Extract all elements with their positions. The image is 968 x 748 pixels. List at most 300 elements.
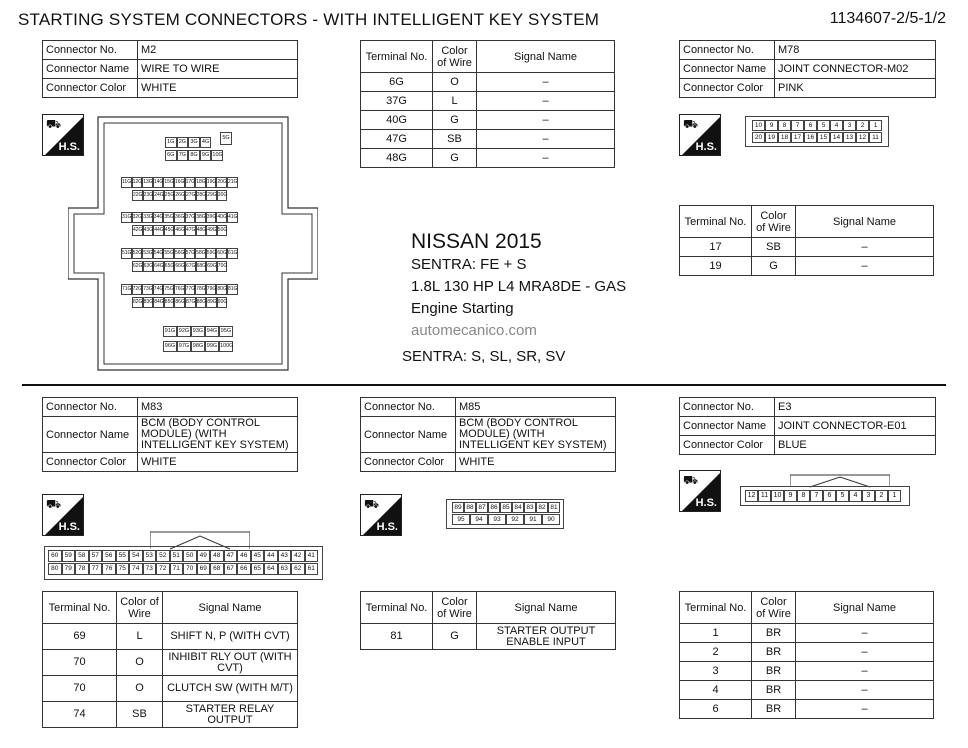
terminal-no: 6 <box>680 700 752 719</box>
signal-name: STARTER RELAY OUTPUT <box>163 702 298 728</box>
connector-pin: 1 <box>869 120 882 131</box>
connector-pin: 9 <box>784 490 797 502</box>
connector-pin: 69G <box>206 261 217 272</box>
document-id: 1134607-2/5-1/2 <box>829 10 946 27</box>
connector-pin: 65G <box>164 261 175 272</box>
connector-pin: 1 <box>888 490 901 502</box>
label: Connector Color <box>43 79 138 98</box>
connector-pin: 10 <box>752 120 765 131</box>
connector-pin: 79 <box>62 563 76 575</box>
connector-pin: 70 <box>183 563 197 575</box>
m85-signal-table <box>360 591 616 650</box>
m85-name: BCM (BODY CONTROL MODULE) (WITH INTELLIGENT KEY SYSTEM) <box>456 417 616 453</box>
table-row <box>43 702 298 728</box>
e3-signal-table <box>679 591 934 719</box>
connector-pin: 11 <box>869 132 882 143</box>
connector-pin: 34G <box>153 212 164 223</box>
m85-terminal-rows <box>361 624 616 650</box>
connector-pin: 32G <box>132 212 143 223</box>
connector-pin: 26G <box>174 190 185 201</box>
connector-pin: 58G <box>195 248 206 259</box>
connector-pin: 82 <box>536 502 548 513</box>
connector-pin: 75G <box>163 284 174 295</box>
connector-pin: 91G <box>163 326 177 337</box>
connector-pin: 4 <box>849 490 862 502</box>
label: Connector No. <box>361 398 456 417</box>
connector-pin: 99G <box>205 341 219 352</box>
connector-pin: 7 <box>810 490 823 502</box>
connector-pin: 7 <box>791 120 804 131</box>
connector-pin: 29G <box>206 190 217 201</box>
m85-no: M85 <box>456 398 616 417</box>
connector-pin: 46 <box>237 550 251 562</box>
connector-pin: 20 <box>752 132 765 143</box>
system-name: Engine Starting <box>411 300 514 317</box>
m83-info-table <box>42 397 298 472</box>
connector-pin: 66 <box>237 563 251 575</box>
connector-pin: 92 <box>506 514 524 525</box>
connector-pin: 49 <box>197 550 211 562</box>
connector-pin: 55G <box>163 248 174 259</box>
label: Connector Color <box>680 79 775 98</box>
connector-pin: 76 <box>102 563 116 575</box>
connector-pin: 64 <box>264 563 278 575</box>
header-color-of-wire: Color of Wire <box>433 592 477 624</box>
connector-pin: 33G <box>142 212 153 223</box>
connector-pin: 21G <box>227 177 238 188</box>
signal-name: – <box>477 92 615 111</box>
table-row <box>43 624 298 650</box>
connector-pin: 68 <box>210 563 224 575</box>
connector-pin: 15 <box>817 132 830 143</box>
label: Connector Color <box>43 453 138 472</box>
connector-pin: 49G <box>206 225 217 236</box>
connector-pin: 8 <box>797 490 810 502</box>
terminal-no: 74 <box>43 702 117 728</box>
connector-pin: 60G <box>216 248 227 259</box>
signal-name: – <box>796 662 934 681</box>
terminal-no: 81 <box>361 624 433 650</box>
m83-housing <box>44 546 323 580</box>
signal-name: – <box>796 624 934 643</box>
header-signal-name: Signal Name <box>796 206 934 238</box>
connector-pin: 2 <box>856 120 869 131</box>
signal-name: SHIFT N, P (WITH CVT) <box>163 624 298 650</box>
connector-pin: 40G <box>216 212 227 223</box>
connector-pin: 47 <box>224 550 238 562</box>
connector-pin: 56G <box>174 248 185 259</box>
connector-pin: 20G <box>216 177 227 188</box>
table-row <box>361 149 615 168</box>
m2-info-table <box>42 40 298 98</box>
header-color-of-wire: Color of Wire <box>752 592 796 624</box>
table-row <box>361 111 615 130</box>
table-row <box>680 662 934 681</box>
terminal-no: 47G <box>361 130 433 149</box>
signal-name: – <box>796 700 934 719</box>
connector-pin: 85 <box>500 502 512 513</box>
m2-signal-table <box>360 40 615 168</box>
wire-color: BR <box>752 681 796 700</box>
label: Connector Name <box>43 417 138 453</box>
connector-pin: 48G <box>196 225 207 236</box>
connector-pin: 53 <box>143 550 157 562</box>
section-divider <box>22 384 946 386</box>
m85-housing <box>446 499 564 529</box>
wire-color: BR <box>752 662 796 681</box>
connector-pin: 62 <box>291 563 305 575</box>
connector-pin: 90 <box>542 514 560 525</box>
connector-pin: 39G <box>206 212 217 223</box>
connector-pin: 14G <box>153 177 164 188</box>
connector-pin: 3G <box>188 137 200 148</box>
connector-pin: 54 <box>129 550 143 562</box>
source-watermark: automecanico.com <box>411 322 537 339</box>
connector-pin: 71 <box>170 563 184 575</box>
connector-pin: 9 <box>765 120 778 131</box>
m78-info-table <box>679 40 936 98</box>
connector-pin: 15G <box>163 177 174 188</box>
connector-pin: 97G <box>177 341 191 352</box>
connector-pin: 62G <box>132 261 143 272</box>
connector-pin: 54G <box>153 248 164 259</box>
connector-pin: 80G <box>216 284 227 295</box>
signal-name: STARTER OUTPUT ENABLE INPUT <box>477 624 616 650</box>
signal-name: – <box>477 73 615 92</box>
header-signal-name: Signal Name <box>477 41 615 73</box>
harness-side-icon: ⛟ H.S. <box>42 114 84 156</box>
connector-pin: 1G <box>165 137 177 148</box>
table-row <box>361 73 615 92</box>
m83-no: M83 <box>138 398 298 417</box>
connector-pin: 68G <box>196 261 207 272</box>
connector-pin: 73G <box>142 284 153 295</box>
table-row <box>680 624 934 643</box>
connector-pin: 58 <box>75 550 89 562</box>
connector-pin: 71G <box>121 284 132 295</box>
m78-name: JOINT CONNECTOR-M02 <box>775 60 936 79</box>
connector-pin: 3 <box>862 490 875 502</box>
connector-pin: 81G <box>227 284 238 295</box>
e3-name: JOINT CONNECTOR-E01 <box>775 417 936 436</box>
connector-pin: 12 <box>745 490 758 502</box>
connector-pin: 5 <box>836 490 849 502</box>
m78-housing <box>745 116 889 147</box>
connector-pin: 88G <box>196 297 207 308</box>
label: Connector No. <box>43 41 138 60</box>
m2-no: M2 <box>138 41 298 60</box>
connector-pin: 78 <box>75 563 89 575</box>
connector-pin: 47G <box>185 225 196 236</box>
table-row <box>43 676 298 702</box>
connector-pin: 87 <box>476 502 488 513</box>
label: Connector Color <box>361 453 456 472</box>
connector-pin: 42G <box>132 225 143 236</box>
connector-pin: 30G <box>217 190 228 201</box>
e3-color: BLUE <box>775 436 936 455</box>
connector-pin: 59 <box>62 550 76 562</box>
connector-pin: 61G <box>227 248 238 259</box>
connector-pin: 60 <box>48 550 62 562</box>
connector-pin: 85G <box>164 297 175 308</box>
connector-pin: 76G <box>174 284 185 295</box>
connector-pin: 74 <box>129 563 143 575</box>
connector-pin: 42 <box>291 550 305 562</box>
connector-pin: 2G <box>177 137 189 148</box>
signal-name: – <box>796 681 934 700</box>
connector-pin: 51G <box>121 248 132 259</box>
connector-pin: 41G <box>227 212 238 223</box>
m83-color: WHITE <box>138 453 298 472</box>
connector-pin: 16G <box>174 177 185 188</box>
m2-terminal-rows <box>361 73 615 168</box>
connector-pin: 82G <box>132 297 143 308</box>
connector-pin: 96G <box>163 341 177 352</box>
signal-name: – <box>796 238 934 257</box>
wire-color: SB <box>433 130 477 149</box>
e3-housing <box>740 486 910 506</box>
connector-pin: 98G <box>191 341 205 352</box>
connector-pin: 93 <box>488 514 506 525</box>
connector-pin: 78G <box>195 284 206 295</box>
signal-name: – <box>796 257 934 276</box>
connector-pin: 52 <box>156 550 170 562</box>
connector-pin: 25G <box>164 190 175 201</box>
connector-pin: 9G <box>200 150 212 161</box>
connector-pin: 73 <box>143 563 157 575</box>
wire-color: BR <box>752 700 796 719</box>
connector-pin: 95 <box>452 514 470 525</box>
signal-name: INHIBIT RLY OUT (WITH CVT) <box>163 650 298 676</box>
header-signal-name: Signal Name <box>163 592 298 624</box>
m83-signal-table <box>42 591 298 728</box>
connector-pin: 59G <box>206 248 217 259</box>
header-terminal-no: Terminal No. <box>361 41 433 73</box>
terminal-no: 3 <box>680 662 752 681</box>
connector-pin: 94G <box>205 326 219 337</box>
connector-pin: 35G <box>163 212 174 223</box>
connector-pin: 72 <box>156 563 170 575</box>
connector-pin: 12G <box>132 177 143 188</box>
connector-pin: 19G <box>206 177 217 188</box>
connector-pin: 46G <box>174 225 185 236</box>
header-color-of-wire: Color of Wire <box>117 592 163 624</box>
connector-pin: 43G <box>143 225 154 236</box>
connector-pin: 90G <box>217 297 228 308</box>
connector-pin: 57 <box>89 550 103 562</box>
signal-name: – <box>477 149 615 168</box>
terminal-no: 70 <box>43 650 117 676</box>
connector-pin: 6 <box>804 120 817 131</box>
terminal-no: 2 <box>680 643 752 662</box>
connector-pin: 72G <box>132 284 143 295</box>
e3-terminal-rows <box>680 624 934 719</box>
table-row <box>680 238 934 257</box>
connector-pin: 53G <box>142 248 153 259</box>
header-terminal-no: Terminal No. <box>680 592 752 624</box>
connector-pin: 77 <box>89 563 103 575</box>
connector-pin: 86 <box>488 502 500 513</box>
connector-pin: 64G <box>153 261 164 272</box>
wire-color: G <box>433 149 477 168</box>
terminal-no: 19 <box>680 257 752 276</box>
wire-color: SB <box>117 702 163 728</box>
connector-pin: 74G <box>153 284 164 295</box>
connector-pin: 5 <box>817 120 830 131</box>
connector-pin: 13 <box>843 132 856 143</box>
m2-color: WHITE <box>138 79 298 98</box>
table-row <box>680 257 934 276</box>
table-row <box>361 130 615 149</box>
wire-color: G <box>433 624 477 650</box>
header-color-of-wire: Color of Wire <box>433 41 477 73</box>
connector-pin: 84G <box>153 297 164 308</box>
signal-name: – <box>477 111 615 130</box>
connector-pin: 16 <box>804 132 817 143</box>
connector-pin: 27G <box>185 190 196 201</box>
m83-terminal-rows <box>43 624 298 728</box>
label: Connector No. <box>680 41 775 60</box>
connector-pin: 70G <box>217 261 228 272</box>
terminal-no: 1 <box>680 624 752 643</box>
terminal-no: 48G <box>361 149 433 168</box>
table-row <box>680 681 934 700</box>
harness-side-icon: ⛟ H.S. <box>42 494 84 536</box>
connector-pin: 43 <box>278 550 292 562</box>
m85-info-table <box>360 397 616 472</box>
header-signal-name: Signal Name <box>796 592 934 624</box>
connector-pin: 7G <box>177 150 189 161</box>
connector-pin: 50G <box>217 225 228 236</box>
header-terminal-no: Terminal No. <box>680 206 752 238</box>
connector-pin: 19 <box>765 132 778 143</box>
connector-pin: 17G <box>185 177 196 188</box>
terminal-no: 69 <box>43 624 117 650</box>
connector-pin: 8G <box>188 150 200 161</box>
connector-pin: 94 <box>470 514 488 525</box>
table-row <box>361 624 616 650</box>
wire-color: L <box>117 624 163 650</box>
connector-pin: 45 <box>251 550 265 562</box>
wire-color: SB <box>752 238 796 257</box>
terminal-no: 17 <box>680 238 752 257</box>
connector-pin: 51 <box>170 550 184 562</box>
connector-pin: 89G <box>206 297 217 308</box>
connector-pin: 75 <box>116 563 130 575</box>
terminal-no: 37G <box>361 92 433 111</box>
connector-pin: 44 <box>264 550 278 562</box>
vehicle-make-year: NISSAN 2015 <box>411 230 542 253</box>
trim-levels: SENTRA: S, SL, SR, SV <box>402 348 566 365</box>
connector-pin: 17 <box>791 132 804 143</box>
connector-pin: 37G <box>185 212 196 223</box>
connector-pin: 14 <box>830 132 843 143</box>
connector-pin: 66G <box>174 261 185 272</box>
connector-pin: 52G <box>132 248 143 259</box>
header-color-of-wire: Color of Wire <box>752 206 796 238</box>
connector-pin: 55 <box>116 550 130 562</box>
wire-color: O <box>117 650 163 676</box>
terminal-no: 70 <box>43 676 117 702</box>
label: Connector Name <box>361 417 456 453</box>
wire-color: O <box>117 676 163 702</box>
wire-color: G <box>433 111 477 130</box>
connector-pin: 61 <box>305 563 319 575</box>
connector-pin: 22G <box>132 190 143 201</box>
connector-pin: 2 <box>875 490 888 502</box>
connector-pin: 18 <box>778 132 791 143</box>
harness-side-icon: ⛟ H.S. <box>679 114 721 156</box>
connector-pin: 3 <box>843 120 856 131</box>
connector-pin: 10 <box>771 490 784 502</box>
label: Connector No. <box>43 398 138 417</box>
connector-pin: 79G <box>206 284 217 295</box>
table-row <box>361 92 615 111</box>
connector-pin: 45G <box>164 225 175 236</box>
connector-pin: 100G <box>219 341 233 352</box>
wire-color: O <box>433 73 477 92</box>
connector-pin: 93G <box>191 326 205 337</box>
connector-pin: 86G <box>174 297 185 308</box>
connector-pin: 83G <box>143 297 154 308</box>
harness-side-icon: ⛟ H.S. <box>679 470 721 512</box>
label: Connector Name <box>680 417 775 436</box>
connector-pin: 48 <box>210 550 224 562</box>
wire-color: L <box>433 92 477 111</box>
connector-pin: 77G <box>185 284 196 295</box>
connector-pin: 31G <box>121 212 132 223</box>
connector-pin: 11 <box>758 490 771 502</box>
label: Connector No. <box>680 398 775 417</box>
connector-pin: 44G <box>153 225 164 236</box>
terminal-no: 40G <box>361 111 433 130</box>
connector-pin: 38G <box>195 212 206 223</box>
connector-pin: 6G <box>165 150 177 161</box>
harness-side-icon: ⛟ H.S. <box>360 494 402 536</box>
table-row <box>680 700 934 719</box>
connector-pin: 69 <box>197 563 211 575</box>
connector-pin: 6 <box>823 490 836 502</box>
connector-pin: 56 <box>102 550 116 562</box>
terminal-no: 6G <box>361 73 433 92</box>
connector-pin: 13G <box>142 177 153 188</box>
engine-spec: 1.8L 130 HP L4 MRA8DE - GAS <box>411 278 627 295</box>
label: Connector Color <box>680 436 775 455</box>
connector-pin: 84 <box>512 502 524 513</box>
connector-pin: 4 <box>830 120 843 131</box>
header-signal-name: Signal Name <box>477 592 616 624</box>
connector-pin: 23G <box>143 190 154 201</box>
connector-pin: 24G <box>153 190 164 201</box>
connector-pin: 81 <box>548 502 560 513</box>
connector-pin: 4G <box>200 137 212 148</box>
table-row <box>680 643 934 662</box>
connector-pin: 41 <box>305 550 319 562</box>
connector-pin: 12 <box>856 132 869 143</box>
connector-pin: 57G <box>185 248 196 259</box>
m78-color: PINK <box>775 79 936 98</box>
connector-pin: 65 <box>251 563 265 575</box>
connector-pin: 18G <box>195 177 206 188</box>
connector-pin: 36G <box>174 212 185 223</box>
connector-pin: 89 <box>452 502 464 513</box>
page-title: STARTING SYSTEM CONNECTORS - WITH INTELLIGENT KEY SYSTEM <box>18 10 600 29</box>
connector-pin: 87G <box>185 297 196 308</box>
connector-pin: 10G <box>211 150 223 161</box>
m78-no: M78 <box>775 41 936 60</box>
label: Connector Name <box>680 60 775 79</box>
connector-pin: 11G <box>121 177 132 188</box>
